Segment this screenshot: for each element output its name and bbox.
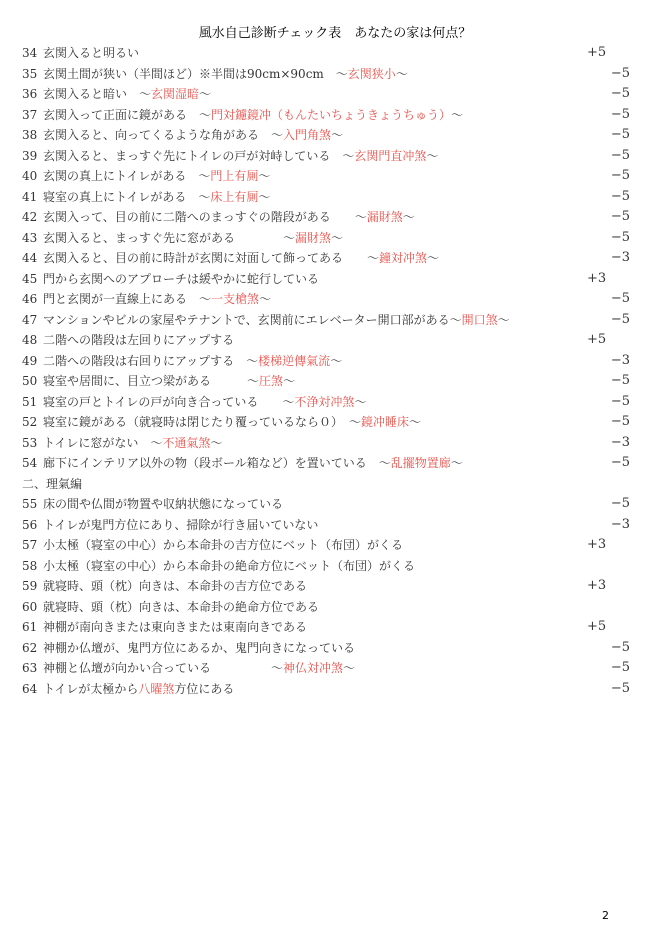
checklist-row [22,228,638,249]
tag-suffix: ～ [330,353,343,368]
tag-suffix: ～ [258,169,271,183]
item-number: 48 [22,333,38,347]
item-score: −5 [610,496,630,511]
tag-prefix: ～ [354,210,367,224]
checklist [22,43,638,699]
item-score: −3 [610,352,630,368]
item-number: 36 [22,87,38,101]
checklist-section-2 [22,494,638,699]
checklist-row [22,84,638,105]
page-number: 2 [602,909,609,922]
checklist-row [22,535,638,556]
item-text: 玄関の真上にトイレがある ～ [43,169,211,183]
item-text: マンションやビルの家屋やテナントで、玄関前にエレベーター開口部がある～ [43,312,462,327]
section-heading: 二、理氣編 [22,476,83,491]
fengshui-term: 玄関狭小 [347,66,396,81]
item-number: 64 [22,681,38,696]
item-number: 37 [22,107,38,122]
item-score: −5 [610,168,630,183]
item-number: 41 [22,189,38,204]
item-text: 玄関入ると、向ってくるような角がある ～ [43,128,284,142]
item-text: 門と玄関が一直線上にある ～ [43,292,212,306]
checklist-row [22,146,638,167]
item-text: 小太極（寝室の中心）から本命卦の吉方位にベット（布団）がくる [43,538,404,552]
item-text: 寝室の戸とトイレの戸が向き合っている [43,394,259,409]
checklist-row [22,187,638,208]
item-text: 神棚が南向きまたは東向きまたは東南向きである [43,620,308,634]
tag-suffix: ～ [395,66,408,81]
item-number: 44 [22,251,38,265]
item-number: 53 [22,435,38,450]
item-score: −5 [610,188,630,204]
item-score: +5 [587,45,607,60]
item-number: 55 [22,497,38,511]
item-score: −5 [610,414,630,429]
item-score: −5 [610,229,630,245]
item-score: −3 [610,516,630,532]
item-score: +3 [587,537,607,552]
checklist-row [22,248,638,269]
fengshui-term: 圧煞 [259,374,284,388]
item-text: 寝室に鏡がある（就寝時は閉じたり覆っているなら０） ～ [43,415,362,429]
item-text: 二階への階段は右回りにアップする ～ [43,353,259,368]
tag-suffix: ～ [450,456,463,470]
checklist-row [22,310,638,331]
tag-suffix: ～ [331,128,344,142]
checklist-row [22,105,638,126]
item-text: 就寝時、頭（枕）向きは、本命卦の吉方位である [43,579,308,593]
item-score: +3 [587,270,607,286]
tag-suffix: ～ [210,435,223,450]
item-number: 62 [22,640,38,655]
checklist-row [22,597,638,618]
item-text: 玄関入ると明るい [43,46,140,60]
tag-suffix: ～ [259,292,272,306]
checklist-row [22,371,638,392]
item-number: 50 [22,374,38,388]
tag-prefix: ～ [283,230,296,245]
item-score: −5 [610,106,630,122]
fengshui-term: 楼梯逆傳氣流 [258,353,331,368]
checklist-row [22,43,638,64]
tag-prefix: ～ [282,394,295,409]
checklist-section-1 [22,43,638,474]
checklist-row [22,289,638,310]
item-score: −5 [610,393,630,409]
tag-suffix: ～ [199,87,212,101]
tag-suffix: ～ [343,661,356,675]
fengshui-term: 一支槍煞 [211,292,260,306]
fengshui-term: 玄関湿暗 [151,87,200,101]
item-number: 63 [22,661,38,675]
item-score: −3 [610,250,630,265]
fengshui-term: 鏡冲睡床 [361,415,410,429]
tag-suffix: ～ [354,394,367,409]
checklist-row [22,515,638,536]
item-number: 49 [22,353,38,368]
item-text: 玄関入ると、まっすぐ先にトイレの戸が対峙している ～ [43,148,355,163]
tag-suffix: ～ [497,312,510,327]
item-number: 58 [22,558,38,573]
fengshui-term: 不浄対冲煞 [294,394,355,409]
item-number: 57 [22,538,38,552]
tag-suffix: 方位にある [174,681,235,696]
item-text: 寝室や居間に、目立つ梁がある [43,374,212,388]
item-score: −5 [610,147,630,163]
checklist-row [22,351,638,372]
fengshui-term: 入門角煞 [283,128,332,142]
item-text: トイレが鬼門方位にあり、掃除が行き届いていない [43,517,319,532]
checklist-row [22,166,638,187]
checklist-row [22,125,638,146]
item-text: 床の間や仏間が物置や収納状態になっている [43,497,284,511]
tag-suffix: ～ [283,374,296,388]
checklist-row [22,658,638,679]
item-text: 玄関土間が狭い（半間ほど）※半間は90cm×90cm ～ [43,66,348,81]
item-number: 39 [22,148,38,163]
checklist-row [22,576,638,597]
item-number: 43 [22,230,38,245]
checklist-row [22,207,638,228]
fengshui-term: 玄関門直冲煞 [354,148,427,163]
tag-suffix: ～ [427,251,440,265]
item-text: 門から玄関へのアプローチは緩やかに蛇行している [43,271,320,286]
item-text: 玄関入って、目の前に二階へのまっすぐの階段がある [43,210,331,224]
checklist-row [22,638,638,659]
item-score: −5 [610,311,630,327]
fengshui-term: 不通氣煞 [162,435,211,450]
item-number: 61 [22,620,38,634]
item-text: 玄関入ると暗い ～ [43,87,152,101]
item-number: 45 [22,271,38,286]
item-score: −5 [610,660,630,675]
item-number: 54 [22,456,38,470]
checklist-row [22,453,638,474]
checklist-row [22,392,638,413]
item-number: 56 [22,517,38,532]
item-score: +5 [587,332,607,347]
tag-suffix: ～ [426,148,439,163]
fengshui-term: 鐘対冲煞 [379,251,428,265]
item-score: −5 [610,86,630,101]
item-number: 35 [22,66,38,81]
tag-suffix: ～ [451,107,464,122]
item-score: −5 [610,373,630,388]
fengshui-term: 門上有厠 [210,169,259,183]
item-score: −5 [610,291,630,306]
item-score: −5 [610,639,630,655]
tag-suffix: ～ [409,415,422,429]
item-text: 玄関入ると、まっすぐ先に窓がある [43,230,236,245]
fengshui-term: 漏財煞 [295,230,332,245]
fengshui-term: 床上有厠 [210,189,259,204]
checklist-row [22,269,638,290]
item-text: 就寝時、頭（枕）向きは、本命卦の絶命方位である [43,599,320,614]
tag-suffix: ～ [402,210,415,224]
checklist-row [22,330,638,351]
tag-prefix: ～ [247,374,260,388]
checklist-row [22,679,638,700]
checklist-row [22,556,638,577]
checklist-row [22,412,638,433]
fengshui-term: 開口煞 [461,312,498,327]
item-number: 47 [22,312,38,327]
item-text: 二階への階段は左回りにアップする [43,333,235,347]
tag-prefix: ～ [271,661,284,675]
item-text: 神棚と仏壇が向かい合っている [43,661,212,675]
item-score: −5 [610,680,630,696]
item-text: 小太極（寝室の中心）から本命卦の絶命方位にベット（布団）がくる [43,558,416,573]
fengshui-term: 門対鑢鏡冲（もんたいちょうきょうちゅう） [211,107,452,122]
fengshui-term: 漏財煞 [366,210,403,224]
item-number: 34 [22,46,38,60]
checklist-row [22,494,638,515]
tag-suffix: ～ [258,189,271,204]
item-score: −5 [610,209,630,224]
item-text: トイレに窓がない ～ [43,435,163,450]
item-score: +5 [587,619,607,634]
item-number: 60 [22,599,38,614]
item-score: −3 [610,434,630,450]
fengshui-term: 神仏対冲煞 [283,661,344,675]
tag-suffix: ～ [331,230,344,245]
item-text: 玄関入ると、目の前に時計が玄関に対面して飾ってある [43,251,344,265]
fengshui-term: 八曜煞 [138,681,175,696]
item-text: 廊下にインテリア以外の物（段ボール箱など）を置いている ～ [43,456,391,470]
item-number: 59 [22,579,38,593]
checklist-row [22,433,638,454]
item-number: 46 [22,292,38,306]
item-text: 玄関入って正面に鏡がある ～ [43,107,212,122]
item-text: トイレが太極から [43,681,139,696]
item-number: 38 [22,128,38,142]
checklist-row [22,617,638,638]
tag-prefix: ～ [367,251,380,265]
item-number: 51 [22,394,38,409]
item-text: 神棚か仏壇が、鬼門方位にあるか、鬼門向きになっている [43,640,356,655]
item-score: −5 [610,127,630,142]
item-score: −5 [610,65,630,81]
checklist-row [22,64,638,85]
page-title: 風水自己診断チェック表 あなたの家は何点？ [198,26,472,41]
item-score: −5 [610,455,630,470]
item-text: 寝室の真上にトイレがある ～ [43,189,211,204]
fengshui-term: 乱擺物置廊 [390,456,451,470]
item-number: 40 [22,169,38,183]
item-number: 42 [22,210,38,224]
item-number: 52 [22,415,38,429]
item-score: +3 [587,578,607,593]
